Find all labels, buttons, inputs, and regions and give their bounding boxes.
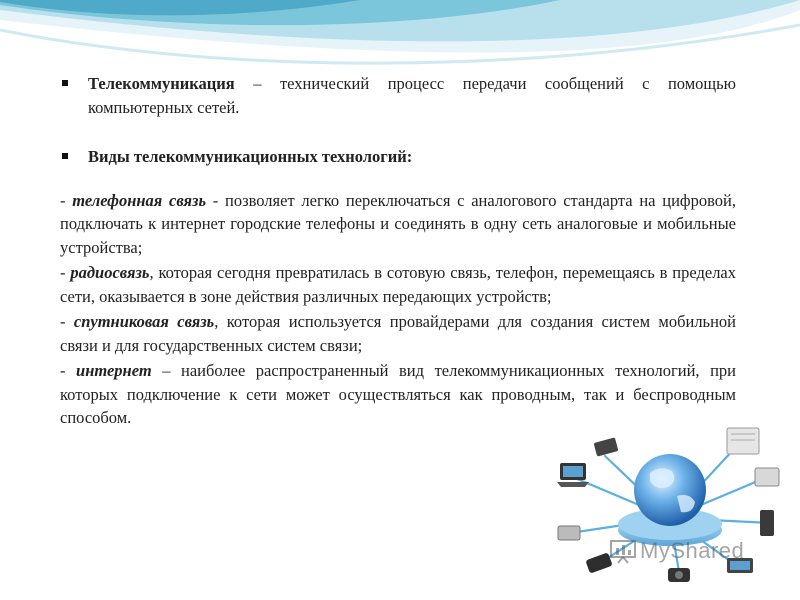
camera-icon [668,568,690,582]
list-item-satellite [60,310,736,357]
watermark-text: MyShared [640,538,745,563]
laptop-icon [557,463,589,487]
item-term: спутниковая связь [73,312,215,331]
types-heading-bullet [60,145,736,169]
definition-bullet [60,72,736,119]
list-item-radio [60,261,736,308]
item-text: - позволяет легко переключаться с аналогового стандарта на цифровой, подключать к интернет городские телефоны и соединять в одну сеть аналоговые и мобильные устройства; [60,190,736,257]
item-dash: - [60,312,74,331]
definition-text: – технический процесс передачи сообщений с помощью компьютерных сетей. [88,74,736,117]
server-icon [727,428,759,454]
item-text: – наиболее распространенный вид телекоммуникационных технологий, при которых подключение к сети может осуществляться как проводным, так и беспроводным способом. [60,361,736,427]
device-icon [558,526,580,540]
item-text: , которая сегодня превратилась в сотовую связь, телефон, перемещаясь в пределах сети, оказывается в зоне действия различных передающих устройств; [60,263,736,306]
watermark-logo-icon [610,540,636,564]
item-term: телефонная связь [72,190,206,210]
tower-pc-icon [760,510,774,536]
globe-icon [634,454,706,526]
slide-body [60,72,736,432]
phone-icon [585,552,612,573]
list-item-telephone [60,189,736,260]
printer-icon [755,468,779,486]
item-dash: - [60,361,77,380]
definition-term: Телекоммуникация [88,74,235,93]
item-term: радиосвязь [70,263,150,282]
square-bullet-icon [62,153,68,159]
item-dash: - [60,263,71,282]
square-bullet-icon [62,80,68,86]
phone-icon [594,437,619,456]
item-text: , которая используется провайдерами для создания систем мобильной связи и для государственных систем связи; [60,312,736,355]
item-term: интернет [76,361,152,380]
item-dash: - [60,190,73,210]
types-heading: Виды телекоммуникационных технологий: [88,147,413,166]
